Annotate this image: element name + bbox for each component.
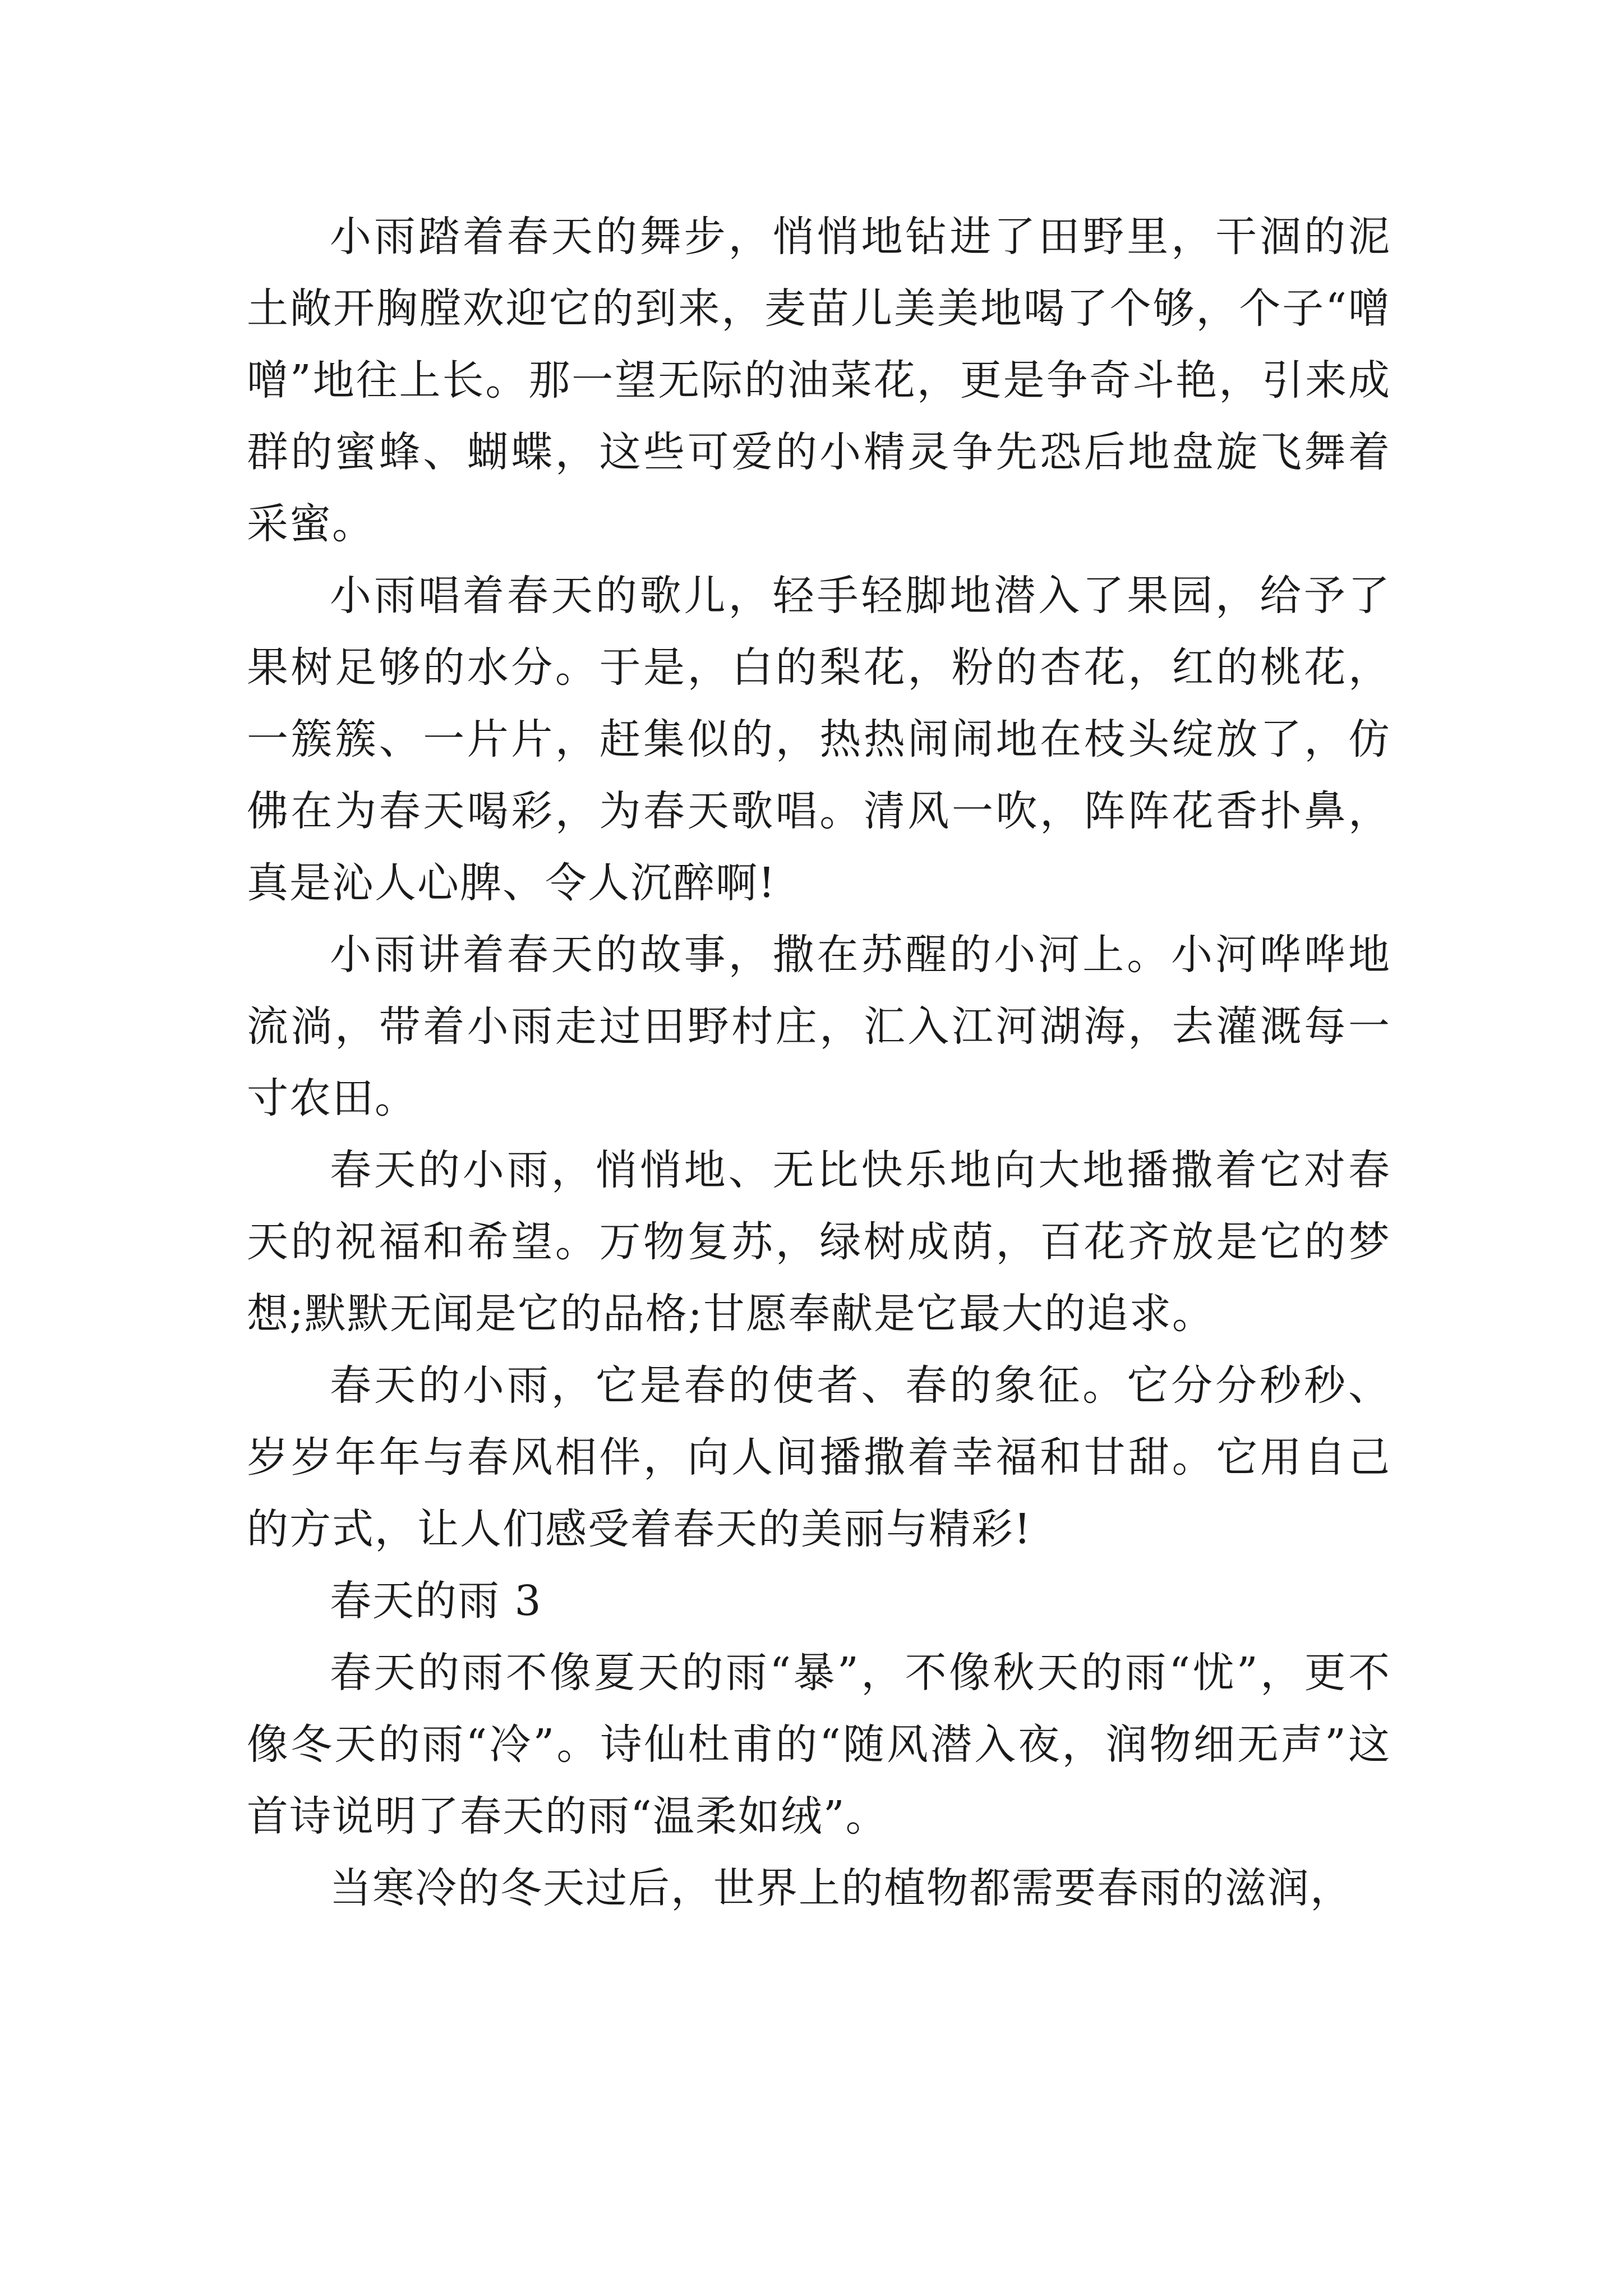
paragraph-7: 当寒冷的冬天过后，世界上的植物都需要春雨的滋润， xyxy=(330,1864,1353,1912)
paragraph-2: 小雨唱着春天的歌儿，轻手轻脚地潜入了果园，给予了果树足够的水分。于是，白的梨花，粉的杏花，红的桃花，一簇簇、一片片，赶集似的，热热闹闹地在枝头绽放了，仿佛在为春天喝彩，为春天歌唱。清风一吹，阵阵花香扑鼻，真是沁人心脾、令人沉醉啊! xyxy=(247,572,1391,907)
paragraph-5: 春天的小雨，它是春的使者、春的象征。它分分秒秒、岁岁年年与春风相伴，向人间播撒着幸福和甘甜。它用自己的方式，让人们感受着春天的美丽与精彩! xyxy=(247,1361,1391,1553)
section-title: 春天的雨 3 xyxy=(330,1577,542,1625)
paragraph-6: 春天的雨不像夏天的雨“暴”，不像秋天的雨“忧”，更不像冬天的雨“冷”。诗仙杜甫的“随风潜入夜，润物细无声”这首诗说明了春天的雨“温柔如绒”。 xyxy=(247,1649,1391,1841)
document-body xyxy=(247,201,1391,1924)
paragraph-1: 小雨踏着春天的舞步，悄悄地钻进了田野里，干涸的泥土敞开胸膛欢迎它的到来，麦苗儿美美地喝了个够，个子“噌噌”地往上长。那一望无际的油菜花，更是争奇斗艳，引来成群的蜜蜂、蝴蝶，这些可爱的小精灵争先恐后地盘旋飞舞着采蜜。 xyxy=(247,213,1391,548)
paragraph-4: 春天的小雨，悄悄地、无比快乐地向大地播撒着它对春天的祝福和希望。万物复苏，绿树成荫，百花齐放是它的梦想;默默无闻是它的品格;甘愿奉献是它最大的追求。 xyxy=(247,1146,1391,1338)
paragraph-3: 小雨讲着春天的故事，撒在苏醒的小河上。小河哗哗地流淌，带着小雨走过田野村庄，汇入江河湖海，去灌溉每一寸农田。 xyxy=(247,931,1391,1122)
